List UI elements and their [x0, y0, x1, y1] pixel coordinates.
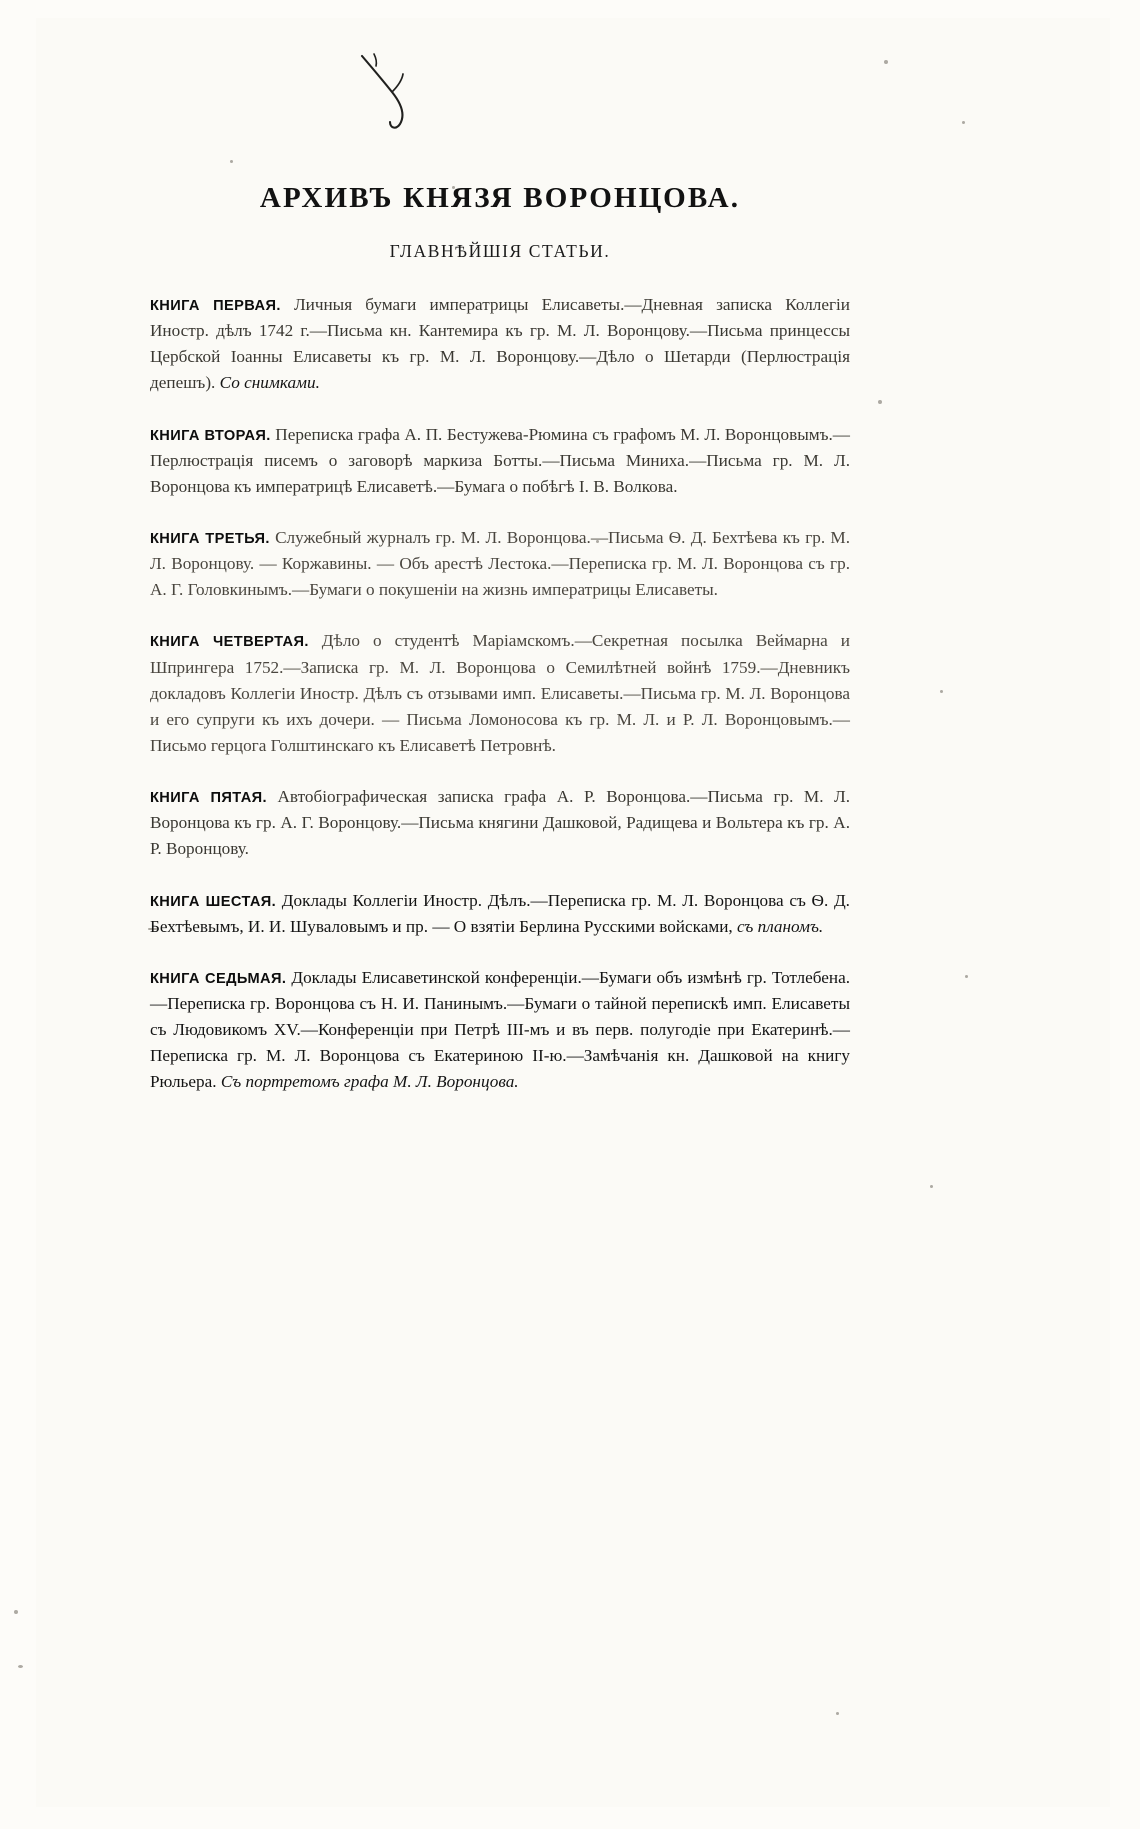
page-subtitle: ГЛАВНѢЙШІЯ СТАТЬИ. — [389, 241, 611, 261]
scan-speck — [940, 690, 943, 693]
scan-speck — [230, 160, 233, 163]
book-description: Доклады Коллегіи Иностр. Дѣлъ.—Переписка гр. М. Л. Воронцова съ Ѳ. Д. Бехтѣевымъ, И. И. Шуваловымъ и пр. — О взятіи Берлина Русскими войсками, — [150, 890, 850, 936]
scan-speck — [930, 1185, 933, 1188]
list-item — [150, 784, 850, 862]
page-title: АРХИВЪ КНЯЗЯ ВОРОНЦОВА. — [259, 182, 741, 214]
scan-speck — [962, 121, 965, 124]
list-item — [150, 422, 850, 500]
scan-speck — [18, 1665, 23, 1668]
list-item — [150, 525, 850, 603]
book-description: Автобіографическая записка графа А. Р. Воронцова.—Письма гр. М. Л. Воронцова къ гр. А. Г. Воронцову.—Письма княгини Дашковой, Радищева и Вольтера къ гр. А. Р. Воронцову. — [150, 787, 850, 859]
book-description: Доклады Елисаветинской конференціи.—Бумаги объ измѣнѣ гр. Тотлебена.—Переписка гр. Воронцова съ Н. И. Панинымъ.—Бумаги о тайной перепискѣ имп. Елисаветы съ Людовикомъ XV.—Конференціи при Петрѣ III-мъ и въ перв. полугодіе при Екатеринѣ.—Переписка гр. М. Л. Воронцова съ Екатериною II-ю.—Замѣчанія кн. Дашковой на книгу Рюльера. — [150, 967, 850, 1092]
book-note: Со снимками. — [219, 373, 320, 393]
list-item — [150, 292, 850, 397]
book-label: КНИГА ЧЕТВЕРТАЯ. — [150, 634, 309, 651]
scan-speck — [836, 1712, 839, 1715]
book-label: КНИГА СЕДЬМАЯ. — [150, 970, 287, 987]
book-label: КНИГА ТРЕТЬЯ. — [150, 530, 270, 547]
book-description: Личныя бумаги императрицы Елисаветы.—Дневная записка Коллегіи Иностр. дѣлъ 1742 г.—Письма кн. Кантемира къ гр. М. Л. Воронцову.—Письма принцессы Цербской Іоанны Елисаветы къ гр. М. Л. Воронцову.—Дѣло о Шетарди (Перлюстрація депешъ). — [150, 295, 850, 393]
book-description: Дѣло о студентѣ Маріамскомъ.—Секретная посылка Веймарна и Шпрингера 1752.—Записка гр. М. Л. Воронцова о Семилѣтней войнѣ 1759.—Дневникъ докладовъ Коллегіи Иностр. Дѣлъ съ отзывами имп. Елисаветы.—Письма гр. М. Л. Воронцова и его супруги къ ихъ дочери. — Письма Ломоносова къ гр. М. Л. и Р. Л. Воронцовымъ.—Письмо герцога Голштинскаго къ Елисаветѣ Петровнѣ. — [150, 631, 851, 755]
book-note: Съ портретомъ графа М. Л. Воронцова. — [220, 1072, 519, 1092]
book-label: КНИГА ВТОРАЯ. — [150, 427, 271, 444]
book-label: КНИГА ПЕРВАЯ. — [150, 298, 281, 314]
list-item — [150, 965, 850, 1096]
book-note: съ планомъ. — [737, 916, 824, 936]
book-label: КНИГА ПЯТАЯ. — [150, 790, 267, 807]
document-body — [150, 182, 850, 1121]
list-item — [150, 888, 850, 940]
book-description: Служебный журналъ гр. М. Л. Воронцова.—Письма Ѳ. Д. Бехтѣева къ гр. М. Л. Воронцову. — Коржавины. — Объ арестѣ Лестока.—Переписка гр. М. Л. Воронцова съ гр. А. Г. Головкинымъ.—Бумаги о покушеніи на жизнь императрицы Елисаветы. — [150, 527, 850, 600]
scan-speck — [884, 60, 888, 64]
book-label: КНИГА ШЕСТАЯ. — [150, 893, 277, 910]
scan-speck — [965, 975, 968, 978]
scan-speck — [14, 1610, 18, 1614]
book-description: Переписка графа А. П. Бестужева-Рюмина съ графомъ М. Л. Воронцовымъ.—Перлюстрація писемъ о заговорѣ маркиза Ботты.—Письма Миниха.—Письма гр. М. Л. Воронцова къ императрицѣ Елисаветѣ.—Бумага о побѣгѣ І. В. Волкова. — [150, 424, 850, 496]
list-item — [150, 628, 850, 759]
scan-speck — [878, 400, 882, 404]
